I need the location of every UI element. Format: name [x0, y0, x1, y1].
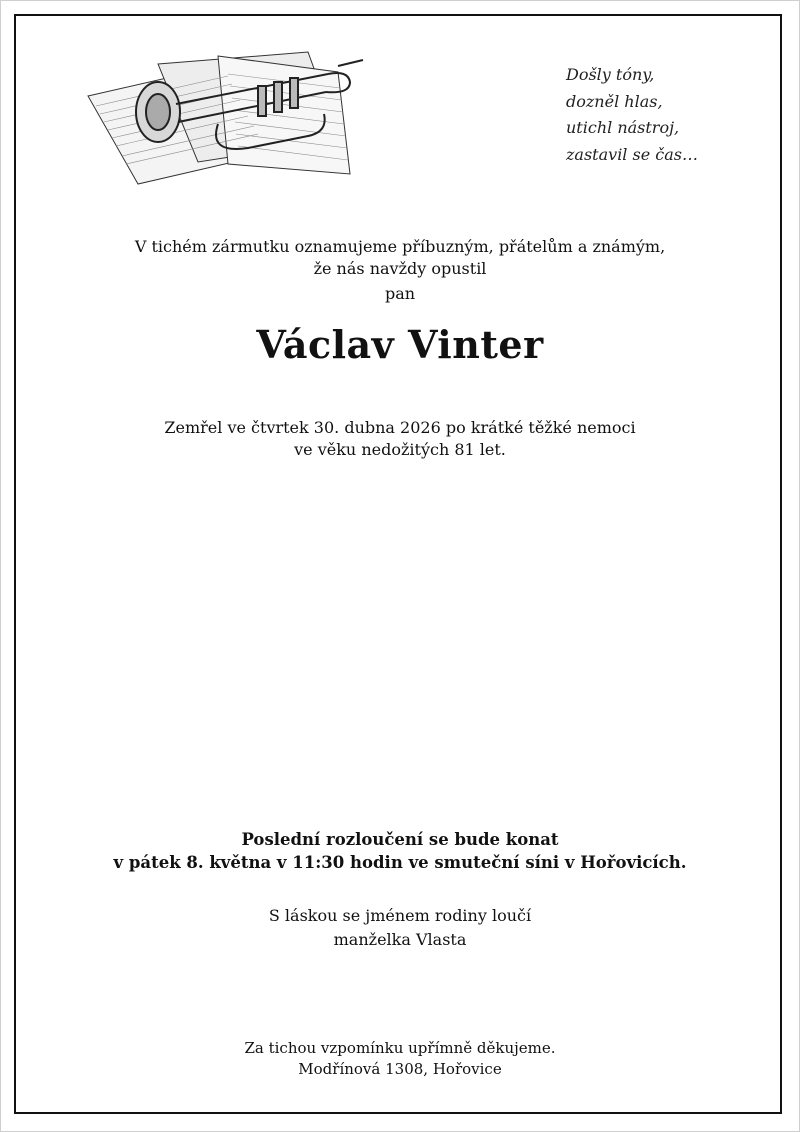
trumpet-with-sheet-music-icon: [78, 44, 368, 194]
deceased-name: Václav Vinter: [256, 322, 544, 367]
death-info-line: Zemřel ve čtvrtek 30. dubna 2026 po krátké těžké nemoci: [164, 418, 636, 437]
poem-line: Došly tóny,: [566, 65, 655, 84]
family-farewell: [0, 904, 800, 952]
funeral-info: [0, 828, 800, 874]
death-info: [0, 417, 800, 461]
poem-line: zastavil se čas…: [566, 144, 698, 164]
closing-thanks: [0, 1038, 800, 1080]
funeral-info-line: v pátek 8. května v 11:30 hodin ve smuteční síni v Hořovicích.: [113, 853, 687, 872]
family-line: manželka Vlasta: [333, 930, 467, 949]
funeral-info-line: Poslední rozloučení se bude konat: [241, 830, 559, 849]
closing-line: Za tichou vzpomínku upřímně děkujeme.: [244, 1039, 556, 1057]
honorific: pan: [384, 284, 416, 303]
family-line: S láskou se jménem rodiny loučí: [268, 906, 532, 925]
poem-line: utichl nástroj,: [566, 118, 680, 137]
poem: [566, 62, 736, 168]
announcement-intro: [0, 236, 800, 280]
intro-line: V tichém zármutku oznamujeme příbuzným, přátelům a známým,: [134, 237, 666, 256]
intro-line: že nás navždy opustil: [313, 259, 487, 278]
address-line: Modřínová 1308, Hořovice: [298, 1060, 502, 1078]
death-info-line: ve věku nedožitých 81 let.: [294, 440, 506, 459]
portrait-photo-of-trumpet-player: [110, 460, 650, 1120]
poem-line: dozněl hlas,: [566, 91, 663, 111]
